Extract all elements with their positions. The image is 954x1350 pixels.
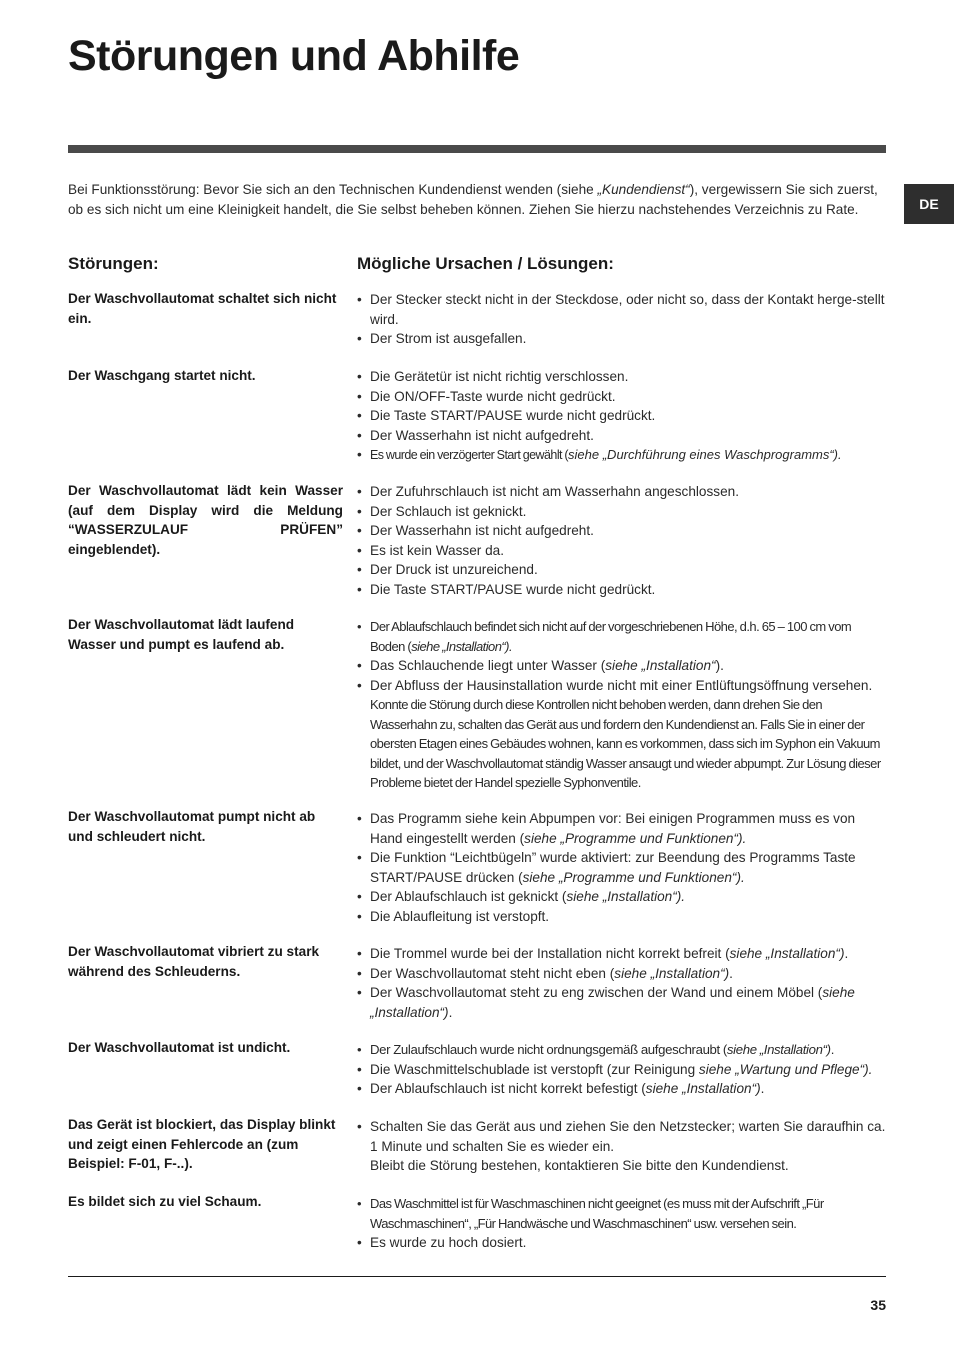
cause-item: • Der Ablaufschlauch ist nicht korrekt befestigt (siehe „Installation“). [357, 1079, 887, 1099]
cause-item: • Die Taste START/PAUSE wurde nicht gedrückt. [357, 580, 887, 600]
causes-wash-not-starting [357, 367, 887, 466]
cause-item: • Die Waschmittelschublade ist verstopft (zur Reinigung siehe „Wartung und Pflege“). [357, 1060, 887, 1080]
cause-item: • Es wurde ein verzögerter Start gewählt (siehe „Durchführung eines Waschprogramms“). [357, 445, 887, 466]
cause-item: • Der Wasserhahn ist nicht aufgedreht. [357, 426, 887, 446]
causes-no-power-on [357, 290, 887, 349]
causes-vibration [357, 944, 887, 1022]
page-title: Störungen und Abhilfe [68, 32, 520, 80]
title-divider [68, 145, 886, 153]
cause-item: • Das Programm siehe kein Abpumpen vor: Bei einigen Programmen muss es von Hand eingestellt werden (siehe „Programme und Funktionen“). [357, 809, 887, 848]
cause-item: • Die Taste START/PAUSE wurde nicht gedrückt. [357, 406, 887, 426]
problem-no-drain-no-spin: Der Waschvollautomat pumpt nicht ab und schleudert nicht. [68, 809, 316, 844]
causes-heading: Mögliche Ursachen / Lösungen: [357, 254, 614, 273]
cause-item: • Der Abfluss der Hausinstallation wurde nicht mit einer Entlüftungsöffnung versehen. [357, 676, 887, 696]
cause-note: Bleibt die Störung bestehen, kontaktieren Sie bitte den Kundendienst. [370, 1158, 789, 1173]
problem-leaking: Der Waschvollautomat ist undicht. [68, 1040, 291, 1055]
cause-item: • Es ist kein Wasser da. [357, 541, 887, 561]
problem-no-power-on: Der Waschvollautomat schaltet sich nicht ein. [68, 291, 337, 326]
problems-heading: Störungen: [68, 254, 159, 273]
causes-no-drain-no-spin [357, 809, 887, 926]
causes-continuous-fill-drain [357, 617, 887, 793]
cause-item: • Die Trommel wurde bei der Installation nicht korrekt befreit (siehe „Installation“). [357, 944, 887, 964]
problem-no-water-intake: Der Waschvollautomat lädt kein Wasser (auf dem Display wird die Meldung “WASSERZULAUF PRÜFEN” eingeblendet). [68, 483, 343, 557]
cause-item: • Schalten Sie das Gerät aus und ziehen Sie den Netzstecker; warten Sie daraufhin ca. 1 Minute und schalten Sie es wieder ein. [357, 1117, 887, 1156]
intro-text-start: Bei Funktionsstörung: Bevor Sie sich an den Technischen Kundendienst wenden (siehe [68, 182, 598, 197]
language-tab: DE [904, 184, 954, 224]
cause-item: • Der Wasserhahn ist nicht aufgedreht. [357, 521, 887, 541]
page-number: 35 [870, 1297, 886, 1313]
causes-too-much-foam [357, 1194, 887, 1253]
problem-too-much-foam: Es bildet sich zu viel Schaum. [68, 1194, 262, 1209]
intro-kundendienst-ref: „Kundendienst“ [597, 182, 690, 197]
intro-text-end: ), vergewissern Sie sich zuerst, ob es sich nicht um eine Kleinigkeit handelt, die Sie selbst beheben können. Ziehen Sie hierzu nachstehendes Verzeichnis zu Rate. [68, 182, 878, 217]
problem-continuous-fill-drain: Der Waschvollautomat lädt laufend Wasser und pumpt es laufend ab. [68, 617, 295, 652]
cause-item: • Das Waschmittel ist für Waschmaschinen nicht geeignet (es muss mit der Aufschrift „Für Waschmaschinen“, „Für Handwäsche und Waschmaschinen“ usw. versehen sein. [357, 1194, 887, 1233]
cause-item: • Die Gerätetür ist nicht richtig verschlossen. [357, 367, 887, 387]
cause-item: • Der Waschvollautomat steht nicht eben (siehe „Installation“). [357, 964, 887, 984]
causes-blocked-error-code [357, 1117, 887, 1176]
cause-item: • Der Waschvollautomat steht zu eng zwischen der Wand und einem Möbel (siehe „Installation“). [357, 983, 887, 1022]
cause-item: • Die ON/OFF-Taste wurde nicht gedrückt. [357, 387, 887, 407]
footer-divider [68, 1276, 886, 1277]
problem-vibration: Der Waschvollautomat vibriert zu stark während des Schleuderns. [68, 944, 320, 979]
causes-no-water-intake [357, 482, 887, 599]
cause-item: • Der Schlauch ist geknickt. [357, 502, 887, 522]
cause-item: • Die Funktion “Leichtbügeln” wurde aktiviert: zur Beendung des Programms Taste START/PAUSE drücken (siehe „Programme und Funktionen“). [357, 848, 887, 887]
cause-item: • Es wurde zu hoch dosiert. [357, 1233, 887, 1253]
cause-item: • Der Ablaufschlauch befindet sich nicht auf der vorgeschriebenen Höhe, d.h. 65 – 100 cm vom Boden (siehe „Installation“). [357, 617, 887, 656]
problem-blocked-error-code: Das Gerät ist blockiert, das Display blinkt und zeigt einen Fehlercode an (zum Beispiel: F-01, F-..). [68, 1117, 336, 1171]
intro-text [68, 180, 880, 219]
cause-note: Konnte die Störung durch diese Kontrollen nicht behoben werden, dann drehen Sie den Wasserhahn zu, schalten das Gerät aus und fordern den Kundendienst an. Falls Sie in einer der obersten Etagen eines Gebäudes wohnen, kann es vorkommen, dass sich im Syphon ein Vakuum bildet, und der Waschvollautomat ständig Wasser ansaugt und wieder abpumpt. Zur Lösung dieser Probleme bietet der Handel spezielle Syphonventile. [370, 697, 881, 790]
cause-item: • Der Druck ist unzureichend. [357, 560, 887, 580]
cause-item: • Der Zufuhrschlauch ist nicht am Wasserhahn angeschlossen. [357, 482, 887, 502]
cause-item: • Der Strom ist ausgefallen. [357, 329, 887, 349]
causes-leaking [357, 1040, 887, 1099]
cause-item: • Das Schlauchende liegt unter Wasser (siehe „Installation“). [357, 656, 887, 676]
cause-item: • Der Stecker steckt nicht in der Steckdose, oder nicht so, dass der Kontakt herge-stellt wird. [357, 290, 887, 329]
problem-wash-not-starting: Der Waschgang startet nicht. [68, 368, 256, 383]
cause-item: • Der Ablaufschlauch ist geknickt (siehe „Installation“). [357, 887, 887, 907]
cause-item: • Der Zulaufschlauch wurde nicht ordnungsgemäß aufgeschraubt (siehe „Installation“). [357, 1040, 887, 1060]
cause-item: • Die Ablaufleitung ist verstopft. [357, 907, 887, 927]
